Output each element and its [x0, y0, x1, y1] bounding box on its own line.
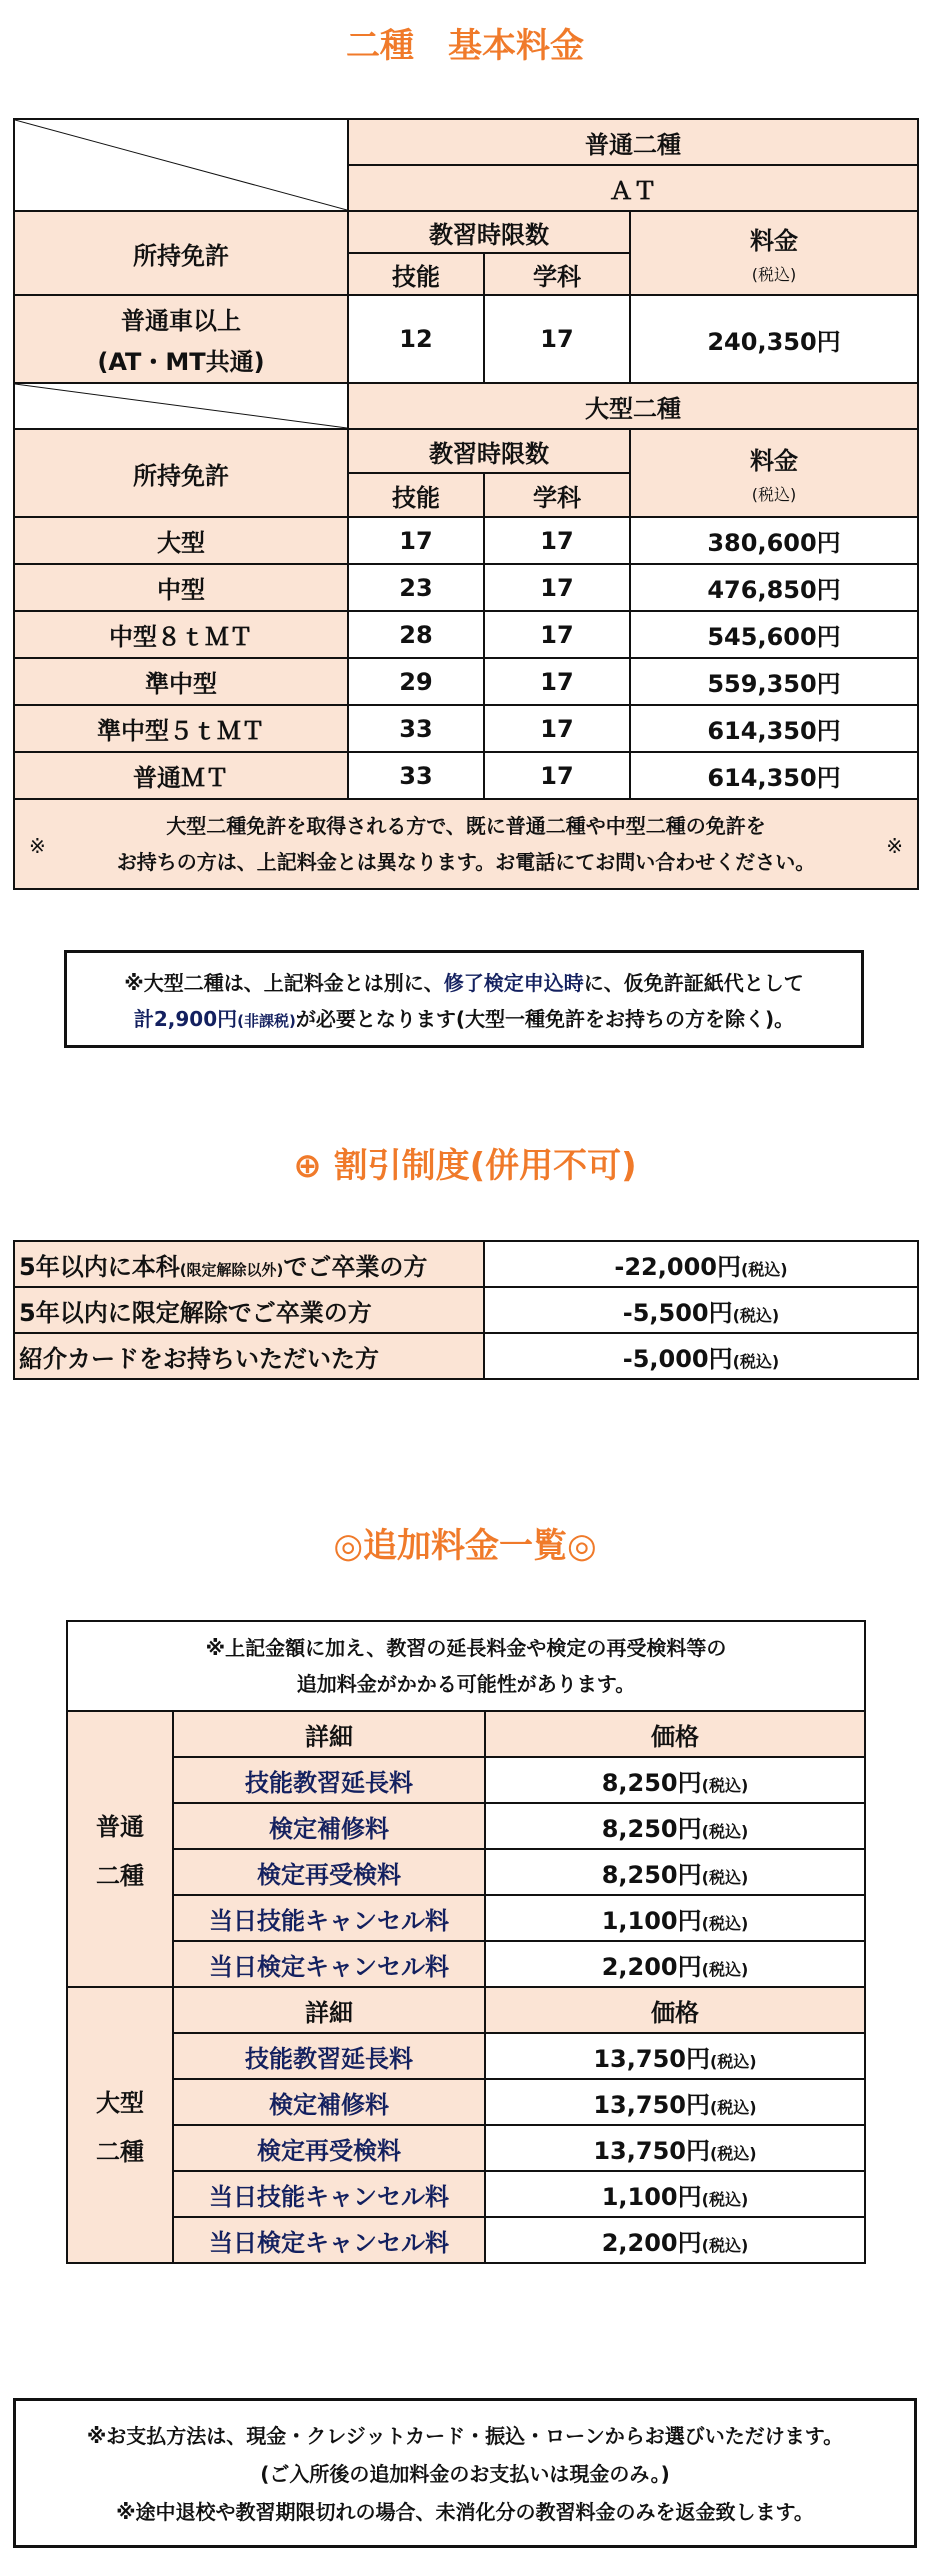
group-name-line2: 二種 [96, 2138, 144, 2166]
fee-item-price [485, 1757, 865, 1803]
payment-info [13, 2398, 917, 2548]
table-row [14, 564, 918, 611]
page-title: 二種 基本料金 [346, 26, 584, 66]
fee-value: 614,350円 [630, 752, 918, 799]
payment-line1: ※お支払方法は、現金・クレジットカード・振込・ローンからお選びいただけます。 [86, 2424, 844, 2448]
fee-value: 240,350円 [630, 295, 918, 383]
discount-amount: -22,000円 [614, 1252, 741, 1281]
skill-value: 12 [348, 295, 484, 383]
tax-label: (税込) [732, 1351, 780, 1371]
fee-item-price [485, 1895, 865, 1941]
additional-fee-title: ◎追加料金一覧◎ [333, 1526, 597, 1566]
table-row [67, 2079, 865, 2125]
license-cell: 中型８ｔＭＴ [14, 611, 348, 658]
price-amount: 1,100円 [601, 1906, 702, 1935]
table-row [14, 752, 918, 799]
fee-item-price [485, 2125, 865, 2171]
discount-value [484, 1333, 918, 1379]
tax-label: (税込) [701, 1959, 749, 1979]
license-cell: 準中型 [14, 658, 348, 705]
theory-value: 17 [484, 295, 630, 383]
table-row [67, 2033, 865, 2079]
license-line1: 普通車以上 [121, 307, 241, 335]
tax-label: (税込) [701, 1821, 749, 1841]
fee-value: 476,850円 [630, 564, 918, 611]
note-mark-left: ※ [29, 834, 46, 858]
skill-header: 技能 [348, 473, 484, 517]
discount-table [13, 1240, 919, 1380]
tax-label: (税込) [740, 1259, 788, 1279]
discount-amount: -5,000円 [622, 1344, 733, 1373]
basic-fee-table [13, 118, 919, 890]
fee-item-price [485, 1941, 865, 1987]
price-amount: 1,100円 [601, 2182, 702, 2211]
notice-highlight: 修了検定申込時 [443, 971, 584, 995]
additional-fee-table [66, 1620, 866, 2264]
discount-value [484, 1241, 918, 1287]
group-label-ogata [67, 1987, 173, 2263]
fee-item-name: 当日検定キャンセル料 [173, 2217, 485, 2263]
category-ogata-nishu: 大型二種 [348, 383, 918, 429]
tax-label: (税込) [701, 1867, 749, 1887]
group-label-futsu [67, 1711, 173, 1987]
tax-label: (税込) [701, 2235, 749, 2255]
table-row [67, 2171, 865, 2217]
fee-item-price [485, 2033, 865, 2079]
note-mark-right: ※ [886, 834, 904, 858]
skill-value: 23 [348, 564, 484, 611]
table-row [67, 2125, 865, 2171]
notice-line1 [67, 965, 861, 1001]
notice-text: に、仮免許証紙代として [583, 971, 804, 995]
table-row [14, 705, 918, 752]
table-note [14, 799, 918, 889]
fee-label: 料金 [750, 227, 799, 255]
diagonal-corner-cell [14, 119, 348, 211]
table-row [67, 1849, 865, 1895]
theory-header: 学科 [484, 473, 630, 517]
discount-title: ⊕ 割引制度(併用不可) [293, 1146, 637, 1186]
price-amount: 13,750円 [593, 2090, 710, 2119]
price-amount: 8,250円 [601, 1768, 702, 1797]
notice-text: ※大型二種は、上記料金とは別に、 [124, 971, 444, 995]
discount-label-main: 5年以内に限定解除でご卒業の方 [19, 1298, 372, 1327]
detail-header: 詳細 [173, 1987, 485, 2033]
tax-label: (税込) [709, 2051, 757, 2071]
discount-label [14, 1287, 484, 1333]
note-line2: お持ちの方は、上記料金とは異なります。お電話にてお問い合わせください。 [116, 850, 816, 874]
theory-header: 学科 [484, 253, 630, 295]
discount-amount: -5,500円 [622, 1298, 733, 1327]
license-line2: (AT・MT共通) [97, 348, 265, 376]
table-row [14, 1287, 918, 1333]
tax-label: (税込) [709, 2143, 757, 2163]
detail-header: 詳細 [173, 1711, 485, 1757]
intro-line2: 追加料金がかかる可能性があります。 [296, 1672, 636, 1696]
category-futsu-nishu: 普通二種 [348, 119, 918, 165]
tax-label: (税込) [751, 485, 797, 504]
price-amount: 13,750円 [593, 2136, 710, 2165]
fee-header [630, 211, 918, 295]
notice-line2 [67, 1001, 861, 1039]
license-cell: 大型 [14, 517, 348, 564]
price-header: 価格 [485, 1711, 865, 1757]
theory-value: 17 [484, 752, 630, 799]
discount-label [14, 1333, 484, 1379]
discount-value [484, 1287, 918, 1333]
group-name-line2: 二種 [96, 1862, 144, 1890]
fee-item-price [485, 1803, 865, 1849]
table-row [67, 1941, 865, 1987]
skill-value: 28 [348, 611, 484, 658]
group-name-line1: 大型 [96, 2089, 144, 2117]
price-amount: 13,750円 [593, 2044, 710, 2073]
hours-header: 教習時限数 [348, 429, 630, 473]
skill-header: 技能 [348, 253, 484, 295]
group-name-line1: 普通 [96, 1813, 144, 1841]
table-row [67, 2217, 865, 2263]
temp-license-notice [64, 950, 864, 1048]
fee-item-name: 検定補修料 [173, 1803, 485, 1849]
fee-item-name: 当日技能キャンセル料 [173, 1895, 485, 1941]
skill-value: 33 [348, 705, 484, 752]
fee-item-name: 当日技能キャンセル料 [173, 2171, 485, 2217]
table-row [14, 1333, 918, 1379]
price-amount: 2,200円 [601, 2228, 702, 2257]
tax-label: (税込) [751, 265, 797, 284]
license-header: 所持免許 [14, 429, 348, 517]
fee-item-name: 技能教習延長料 [173, 2033, 485, 2079]
license-cell: 準中型５ｔＭＴ [14, 705, 348, 752]
tax-label: (税込) [701, 1913, 749, 1933]
table-row [14, 658, 918, 705]
note-line1: 大型二種免許を取得される方で、既に普通二種や中型二種の免許を [166, 814, 766, 838]
discount-label [14, 1241, 484, 1287]
discount-label-main: 紹介カードをお持ちいただいた方 [19, 1344, 379, 1373]
skill-value: 29 [348, 658, 484, 705]
price-header: 価格 [485, 1987, 865, 2033]
table-row [14, 517, 918, 564]
price-amount: 8,250円 [601, 1860, 702, 1889]
table-row [67, 1895, 865, 1941]
fee-value: 614,350円 [630, 705, 918, 752]
notice-amount: 計2,900円 [133, 1007, 238, 1031]
notice-tax-note: (非課税) [237, 1012, 296, 1030]
discount-label-tail: でご卒業の方 [283, 1252, 428, 1281]
fee-item-price [485, 1849, 865, 1895]
fee-item-name: 検定再受検料 [173, 1849, 485, 1895]
license-cell: 中型 [14, 564, 348, 611]
price-amount: 8,250円 [601, 1814, 702, 1843]
payment-line3: ※途中退校や教習期限切れの場合、未消化分の教習料金のみを返金致します。 [116, 2500, 814, 2524]
table-row [14, 611, 918, 658]
license-cell [14, 295, 348, 383]
table-row [67, 1757, 865, 1803]
tax-label: (税込) [701, 2189, 749, 2209]
theory-value: 17 [484, 564, 630, 611]
fee-item-name: 技能教習延長料 [173, 1757, 485, 1803]
diagonal-corner-cell [14, 383, 348, 429]
theory-value: 17 [484, 705, 630, 752]
skill-value: 17 [348, 517, 484, 564]
theory-value: 17 [484, 658, 630, 705]
transmission-at: ＡＴ [348, 165, 918, 211]
fee-item-price [485, 2171, 865, 2217]
theory-value: 17 [484, 611, 630, 658]
tax-label: (税込) [709, 2097, 757, 2117]
fee-item-price [485, 2079, 865, 2125]
table-row [67, 1803, 865, 1849]
price-amount: 2,200円 [601, 1952, 702, 1981]
hours-header: 教習時限数 [348, 211, 630, 253]
fee-header [630, 429, 918, 517]
fee-item-price [485, 2217, 865, 2263]
license-header: 所持免許 [14, 211, 348, 295]
table-row [14, 1241, 918, 1287]
theory-value: 17 [484, 517, 630, 564]
additional-intro [67, 1621, 865, 1711]
discount-label-main: 5年以内に本科 [19, 1252, 180, 1281]
fee-item-name: 検定再受検料 [173, 2125, 485, 2171]
discount-label-note: (限定解除以外) [179, 1260, 284, 1279]
license-cell: 普通ＭＴ [14, 752, 348, 799]
notice-text: が必要となります(大型一種免許をお持ちの方を除く)。 [295, 1007, 795, 1031]
fee-item-name: 検定補修料 [173, 2079, 485, 2125]
intro-line1: ※上記金額に加え、教習の延長料金や検定の再受検料等の [205, 1636, 727, 1660]
tax-label: (税込) [701, 1775, 749, 1795]
payment-line2: (ご入所後の追加料金のお支払いは現金のみ。) [260, 2462, 670, 2486]
fee-item-name: 当日検定キャンセル料 [173, 1941, 485, 1987]
fee-value: 545,600円 [630, 611, 918, 658]
tax-label: (税込) [732, 1305, 780, 1325]
skill-value: 33 [348, 752, 484, 799]
fee-value: 559,350円 [630, 658, 918, 705]
fee-label: 料金 [750, 447, 799, 475]
fee-value: 380,600円 [630, 517, 918, 564]
